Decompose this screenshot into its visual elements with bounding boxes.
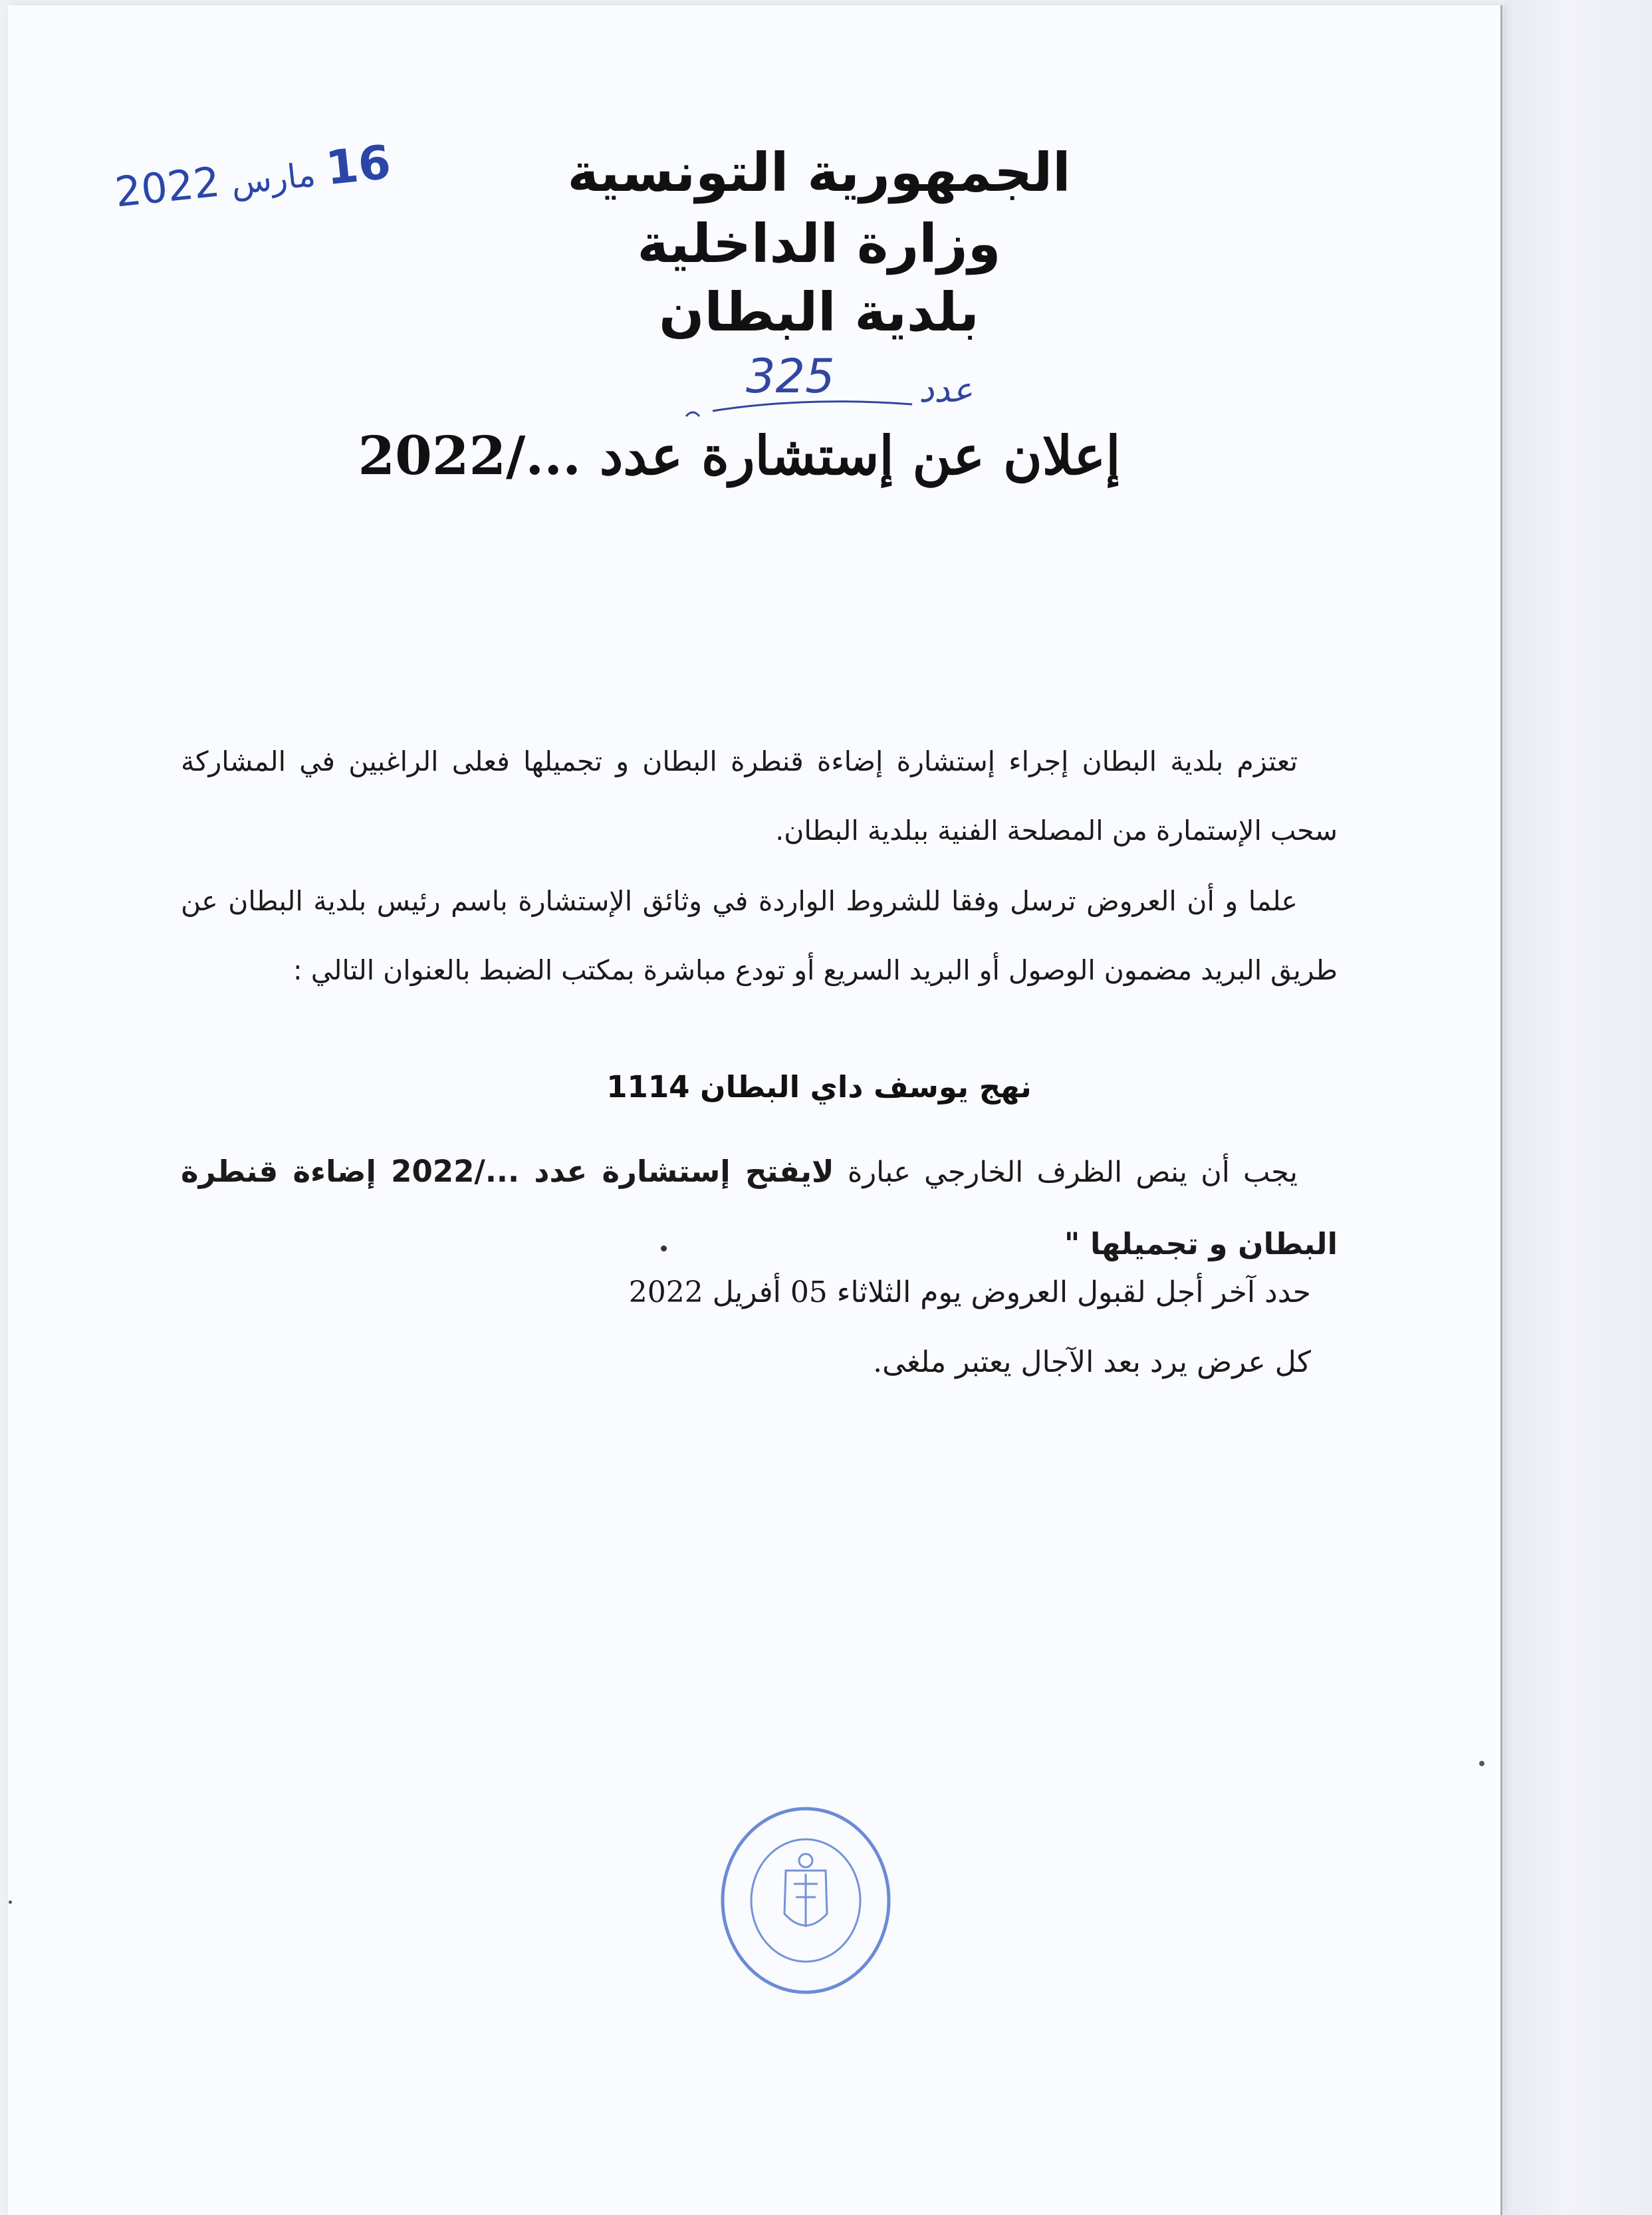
- document-page: [8, 5, 1502, 2215]
- stamp-day: 16: [323, 134, 394, 196]
- deadline-line: حدد آخر أجل لقبول العروض يوم الثلاثاء 05 أفريل 2022: [628, 1275, 1311, 1309]
- handwritten-reference: [673, 338, 973, 424]
- scan-speck: [9, 1900, 12, 1904]
- stamp-month: مارس: [229, 155, 318, 203]
- paragraph-intent: تعتزم بلدية البطان إجراء إستشارة إضاءة قنطرة البطان و تجميلها فعلى الراغبين في المشاركة سحب الإستمارة من المصلحة الفنية ببلدية البطان.: [181, 745, 1338, 847]
- handwritten-number: 325: [746, 349, 835, 404]
- svg-text:الجمهورية التونسية - وزارة الد: [713, 1801, 719, 1805]
- paragraph-envelope: [181, 1136, 1338, 1281]
- ink-dot: [661, 1245, 667, 1251]
- seal-emblem-icon: [784, 1854, 827, 1927]
- stamp-year: 2022: [112, 157, 223, 217]
- scan-speck: [1479, 1761, 1484, 1766]
- municipal-seal: [713, 1801, 899, 2000]
- void-notice: كل عرض يرد بعد الآجال يعتبر ملغى.: [873, 1345, 1311, 1379]
- header-municipality: بلدية البطان: [659, 281, 979, 343]
- seal-ring-text: [713, 1801, 719, 1805]
- announcement-title: إعلان عن إستشارة عدد .../2022: [358, 424, 1121, 487]
- paragraph-submission: علما و أن العروض ترسل وفقا للشروط الواردة في وثائق الإستشارة باسم رئيس بلدية البطان عن طريق البريد مضمون الوصول أو البريد السريع أو تودع مباشرة بمكتب الضبط بالعنوان التالي :: [181, 885, 1338, 986]
- scanner-background: [1504, 0, 1652, 2215]
- envelope-instruction: يجب أن ينص الظرف الخارجي عبارة: [847, 1156, 1298, 1189]
- header-republic: الجمهورية التونسية: [567, 142, 1071, 203]
- handwritten-label: عدد: [919, 370, 973, 410]
- address-line: نهج يوسف داي البطان 1114: [606, 1069, 1032, 1105]
- header-ministry: وزارة الداخلية: [637, 213, 1001, 275]
- date-stamp: [112, 134, 398, 262]
- envelope-label: لايفتح إستشارة عدد .../2022 إضاءة قنطرة البطان و تجميلها ": [181, 1154, 1338, 1261]
